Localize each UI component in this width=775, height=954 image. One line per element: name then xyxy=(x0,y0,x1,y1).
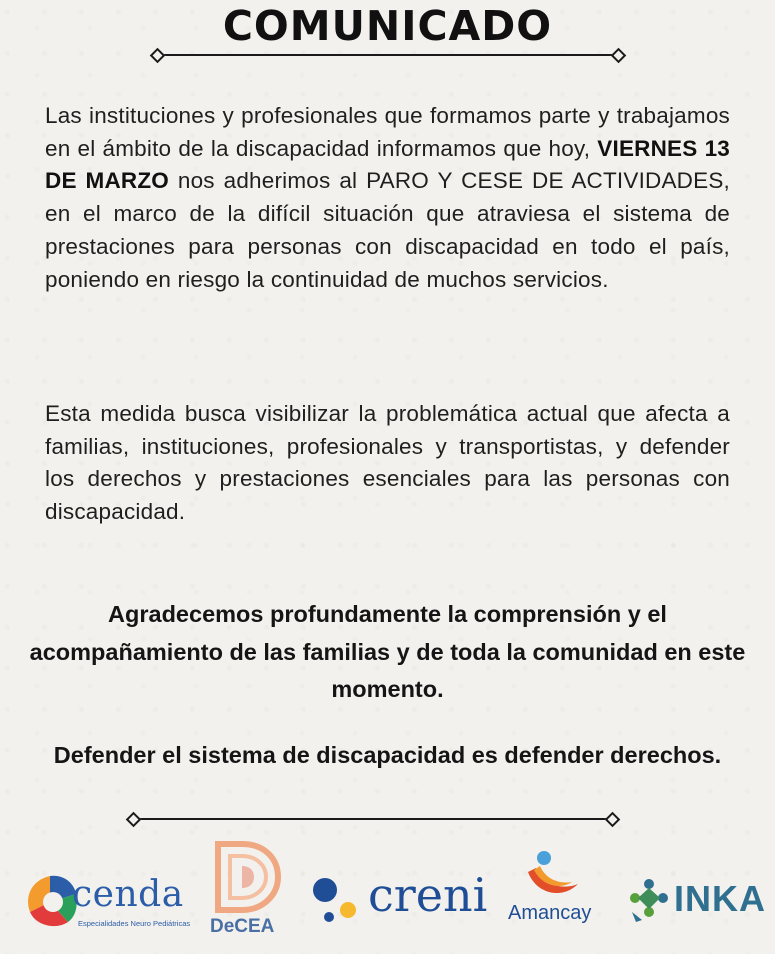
closing-message: Defender el sistema de discapacidad es defender derechos. xyxy=(53,742,722,768)
gratitude-message: Agradecemos profundamente la comprensión y el acompañamiento de las familias y de toda la comunidad en este momento. xyxy=(29,601,746,702)
decea-name: DeCEA xyxy=(210,916,275,937)
creni-logo xyxy=(312,868,492,930)
decea-logo xyxy=(208,840,286,940)
paragraph-announcement-start: Las instituciones y profesionales que formamos parte y trabajamos en el ámbito de la discapacidad informamos que hoy, xyxy=(45,103,730,161)
top-divider xyxy=(152,48,624,62)
date-highlight: VIERNES 13 DE MARZO xyxy=(45,135,730,194)
paragraph-purpose: Esta medida busca visibilizar la problemática actual que afecta a familias, instituciones, profesionales y transportistas, y defender los derechos y prestaciones esenciales para las personas con discapacidad. xyxy=(45,401,730,525)
creni-name: creni xyxy=(368,868,488,922)
logo-strip xyxy=(0,840,775,950)
cenda-name: cenda xyxy=(72,874,184,915)
inka-name: INKA xyxy=(674,878,766,919)
cenda-logo xyxy=(22,872,191,932)
paragraph-announcement xyxy=(45,100,730,296)
inka-logo xyxy=(626,878,766,928)
cenda-mark-icon xyxy=(22,872,78,930)
inka-symbol-icon xyxy=(626,878,672,924)
decea-d-icon xyxy=(208,840,284,914)
page-title: COMUNICADO xyxy=(222,2,553,50)
creni-dots-icon xyxy=(312,874,368,930)
amancay-flower-icon xyxy=(522,850,582,902)
cenda-tagline: Especialidades Neuro Pediátricas xyxy=(78,919,191,928)
paragraph-announcement-end: nos adherimos al PARO Y CESE DE ACTIVIDADES, en el marco de la difícil situación que atraviesa el sistema de prestaciones para personas con discapacidad en todo el país, poniendo en riesgo la continuidad de muchos servicios. xyxy=(45,168,730,292)
amancay-logo xyxy=(508,850,612,930)
bottom-divider xyxy=(128,812,618,826)
amancay-name: Amancay xyxy=(508,902,592,924)
